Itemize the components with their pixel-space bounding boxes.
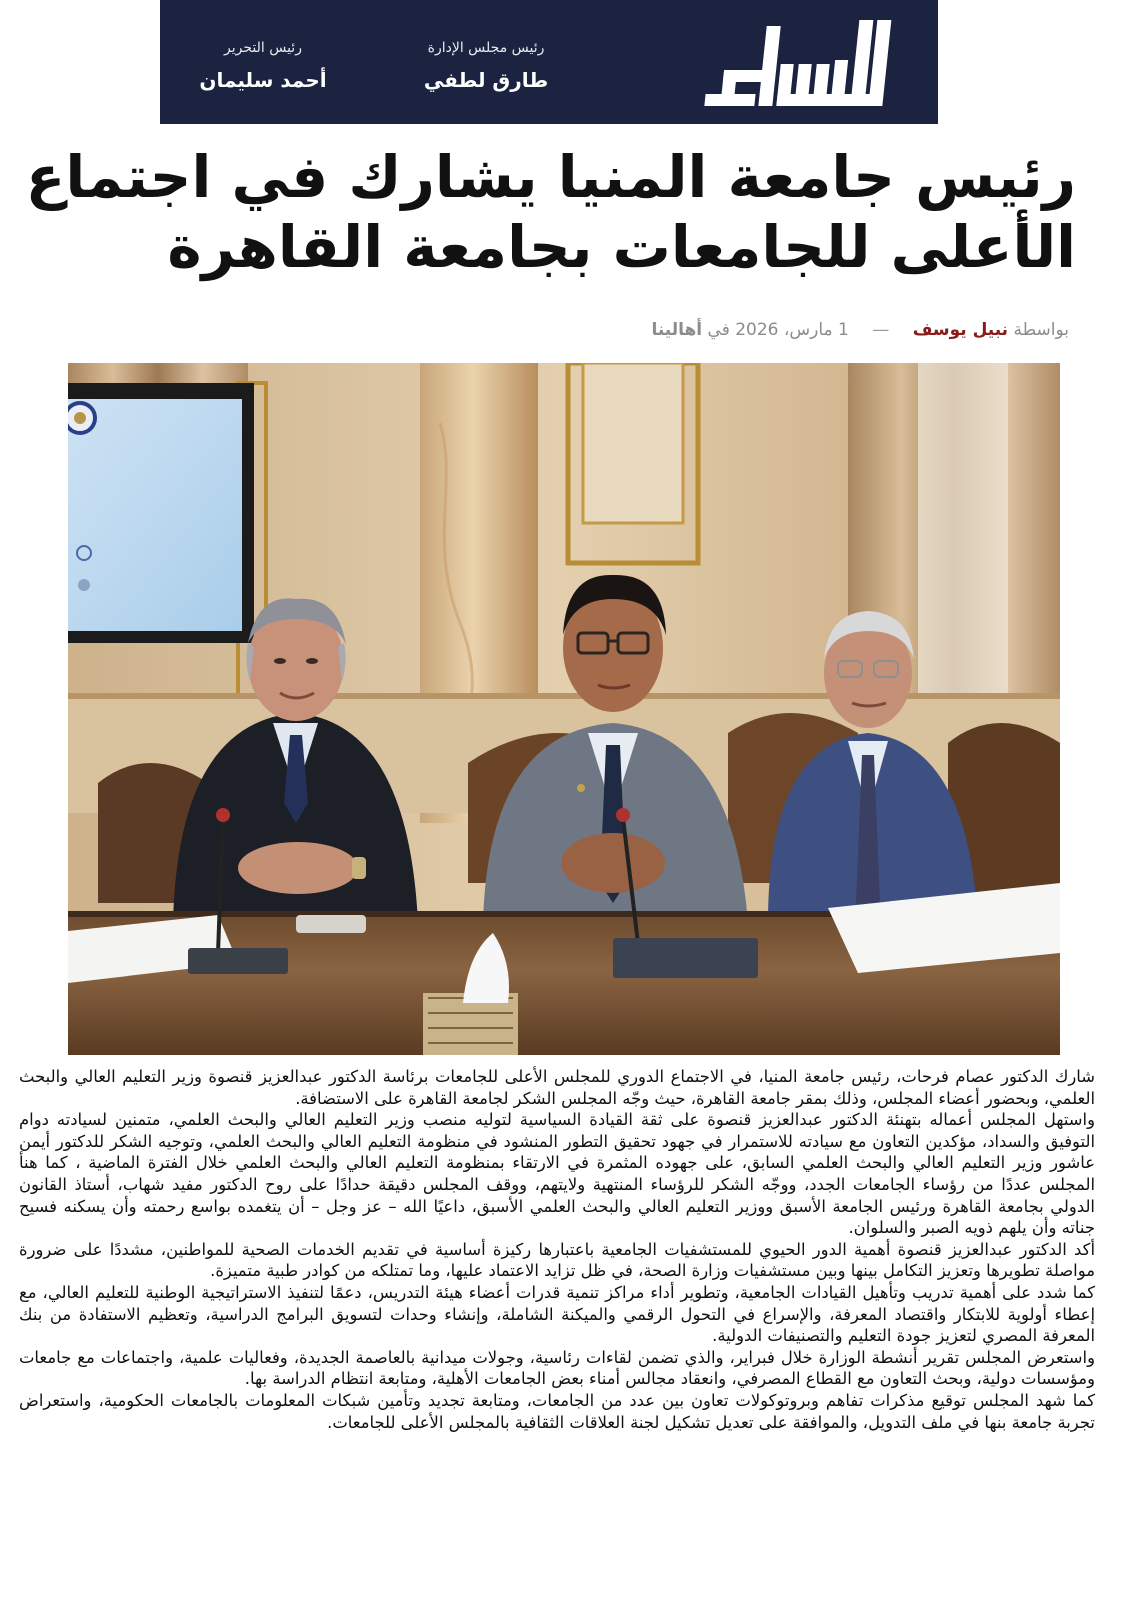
meeting-photo-illustration xyxy=(68,363,1060,1055)
section-link[interactable]: أهالينا xyxy=(651,320,703,340)
byline-prefix: بواسطة xyxy=(1013,320,1069,340)
article-paragraph: أكد الدكتور عبدالعزيز قنصوة أهمية الدور الحيوي للمستشفيات الجامعية باعتبارها ركيزة أساسية في تقديم الخدمات الصحية للمواطنين، مشددًا على ضرورة مواصلة تطويرها وتعزيز التكامل بينها وبين مستشفيات وزارة الصحة، في ظل تزايد الاعتماد عليها، وما تمتلكه من كوادر طبية متميزة. xyxy=(19,1239,1095,1281)
editor-role: رئيس التحرير xyxy=(224,40,302,56)
board-chair-credit xyxy=(386,38,586,96)
article-byline xyxy=(651,320,1069,340)
article-paragraph: واستعرض المجلس تقرير أنشطة الوزارة خلال فبراير، والذي تضمن لقاءات رئاسية، وجولات ميدانية بالعاصمة الجديدة، وفعاليات علمية، واجتماعات مع جامعات ومؤسسات دولية، وبحث التعاون مع القطاع المصرفي، وانعقاد مجالس أمناء بعض الجامعات الأهلية، ومتابعة انتظام الدراسة بها. xyxy=(19,1347,1095,1389)
newspaper-logo-wordmark-icon xyxy=(700,14,900,114)
article-paragraph: كما شهد المجلس توقيع مذكرات تفاهم وبروتوكولات تعاون بين عدد من الجامعات، ومتابعة تجديد وتأمين شبكات المعلومات بالجامعات الحكومية، واستعراض تجربة جامعة بنها في ملف التدويل، والموافقة على تعديل تشكيل لجنة العلاقات الثقافية بالمجلس الأعلى للجامعات. xyxy=(19,1390,1095,1432)
editor-in-chief-credit xyxy=(178,38,348,96)
article-body xyxy=(19,1066,1095,1433)
wall-panel-frame xyxy=(583,363,683,523)
article-paragraph: شارك الدكتور عصام فرحات، رئيس جامعة المنيا، في الاجتماع الدوري للمجلس الأعلى للجامعات برئاسة الدكتور عبدالعزيز قنصوة وزير التعليم العالي والبحث العلمي، وبحضور أعضاء المجلس، وذلك بمقر جامعة القاهرة، حيث وجّه المجلس الشكر لجامعة القاهرة على الاستضافة. xyxy=(19,1067,1095,1108)
site-logo[interactable] xyxy=(700,14,900,114)
window-panel xyxy=(918,363,1008,693)
article-photo xyxy=(68,363,1060,1055)
board-chair-name: طارق لطفي xyxy=(423,68,549,92)
board-chair-role: رئيس مجلس الإدارة xyxy=(427,40,545,56)
article-paragraph: كما شدد على أهمية تدريب وتأهيل القيادات الجامعية، وتطوير أداء مراكز تنمية قدرات أعضاء هيئة التدريس، دعمًا لتنفيذ الاستراتيجية الوطنية للتعليم العالي، مع إعطاء أولوية للابتكار واقتصاد المعرفة، والإسراع في التحول الرقمي والميكنة الشاملة، وإنشاء وحدات لتسويق البرامج الدراسية، وتعظيم الاستفادة من بنك المعرفة المصري لتعزيز جودة التعليم والتصنيفات الدولية. xyxy=(19,1282,1095,1346)
article-paragraph: واستهل المجلس أعماله بتهنئة الدكتور عبدالعزيز قنصوة على ثقة القيادة السياسية لتوليه منصب وزير التعليم العالي والبحث العلمي، متمنين لسيادته دوام التوفيق والسداد، مؤكدين التعاون مع سيادته للاستمرار في جهود تحقيق التطور المنشود في منظومة التعليم العالي والبحث العلمي، وتوجيه الشكر للدكتور أيمن عاشور وزير التعليم العالي والبحث العلمي السابق، على جهوده المثمرة في الارتقاء بمنظومة التعليم العالي والبحث العلمي خلال الفترة الماضية ، كما هنأ المجلس عددًا من رؤساء الجامعات الجدد، ووجّه الشكر للرؤساء المنتهية ولايتهم، ووقف المجلس دقيقة حدادًا على روح الدكتور مفيد شهاب، أستاذ القانون الدولي بجامعة القاهرة ورئيس الجامعة الأسبق ووزير التعليم العالي والبحث العلمي الأسبق، داعيًا الله – عز وجل – أن يتغمده بواسع رحمته وأن يسكنه فسيح جناته وأن يلهم ذويه الصبر والسلوان. xyxy=(19,1110,1095,1238)
byline-separator: — xyxy=(872,320,890,340)
author-link[interactable]: نبيل يوسف xyxy=(912,320,1009,340)
article-headline: رئيس جامعة المنيا يشارك في اجتماع الأعلى للجامعات بجامعة القاهرة xyxy=(25,143,1076,281)
section-prefix: في xyxy=(707,320,730,340)
display-screen xyxy=(68,399,242,631)
phone-on-table xyxy=(296,915,366,933)
publish-date: 1 مارس، 2026 xyxy=(735,320,849,340)
editor-name: أحمد سليمان xyxy=(199,68,327,92)
masthead xyxy=(160,0,938,124)
